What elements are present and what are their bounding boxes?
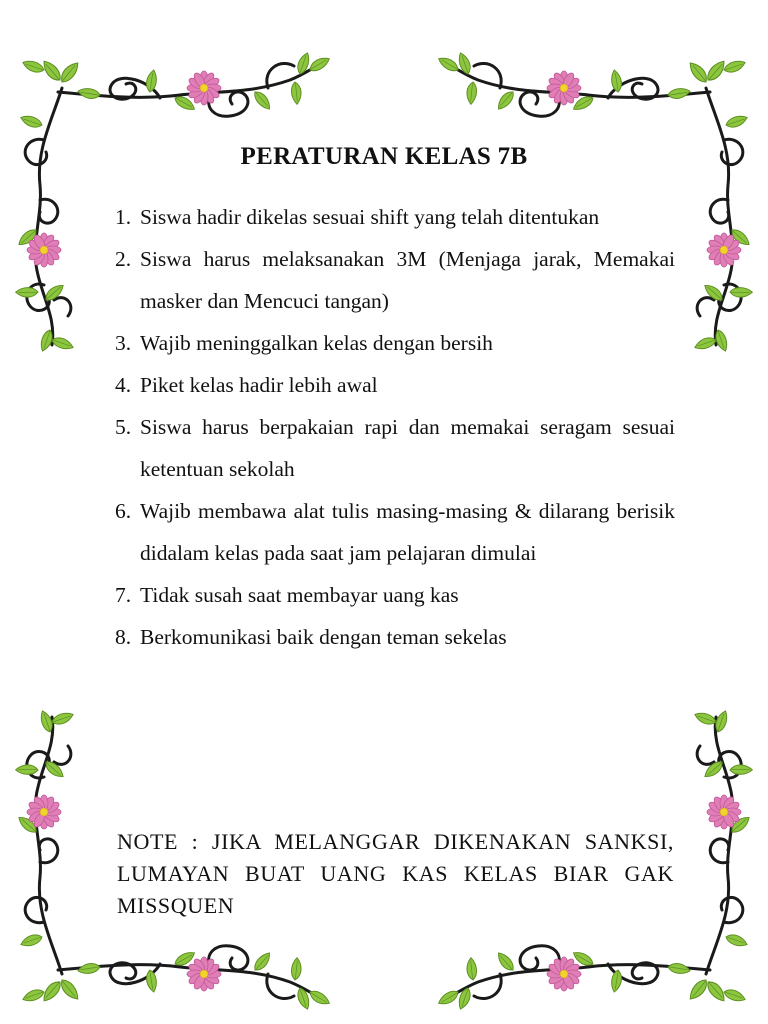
list-item	[115, 574, 675, 616]
list-item	[115, 196, 675, 238]
rule-number: 4.	[115, 373, 132, 397]
list-item	[115, 616, 675, 658]
list-item	[115, 490, 675, 574]
rule-number: 7.	[115, 583, 132, 607]
rule-number: 1.	[115, 205, 132, 229]
rule-text: Wajib membawa alat tulis masing-masing & dilarang berisik didalam kelas pada saat jam pelajaran dimulai	[140, 499, 675, 565]
rule-text: Siswa harus melaksanakan 3M (Menjaga jarak, Memakai masker dan Mencuci tangan)	[140, 247, 675, 313]
rule-text: Siswa harus berpakaian rapi dan memakai seragam sesuai ketentuan sekolah	[140, 415, 675, 481]
rule-text: Wajib meninggalkan kelas dengan bersih	[140, 331, 493, 355]
rule-text: Tidak susah saat membayar uang kas	[140, 583, 459, 607]
list-item	[115, 322, 675, 364]
rule-text: Piket kelas hadir lebih awal	[140, 373, 378, 397]
page-title: PERATURAN KELAS 7B	[240, 143, 528, 170]
rule-text: Siswa hadir dikelas sesuai shift yang telah ditentukan	[140, 205, 600, 229]
note-text: NOTE : JIKA MELANGGAR DIKENAKAN SANKSI, LUMAYAN BUAT UANG KAS KELAS BIAR GAK MISSQUEN	[117, 829, 674, 918]
rules-list	[115, 196, 675, 658]
list-item	[115, 406, 675, 490]
list-item	[115, 364, 675, 406]
rule-number: 5.	[115, 415, 132, 439]
rule-number: 3.	[115, 331, 132, 355]
rule-text: Berkomunikasi baik dengan teman sekelas	[140, 625, 507, 649]
rule-number: 8.	[115, 625, 132, 649]
list-item	[115, 238, 675, 322]
rule-number: 2.	[115, 247, 132, 271]
rule-number: 6.	[115, 499, 132, 523]
